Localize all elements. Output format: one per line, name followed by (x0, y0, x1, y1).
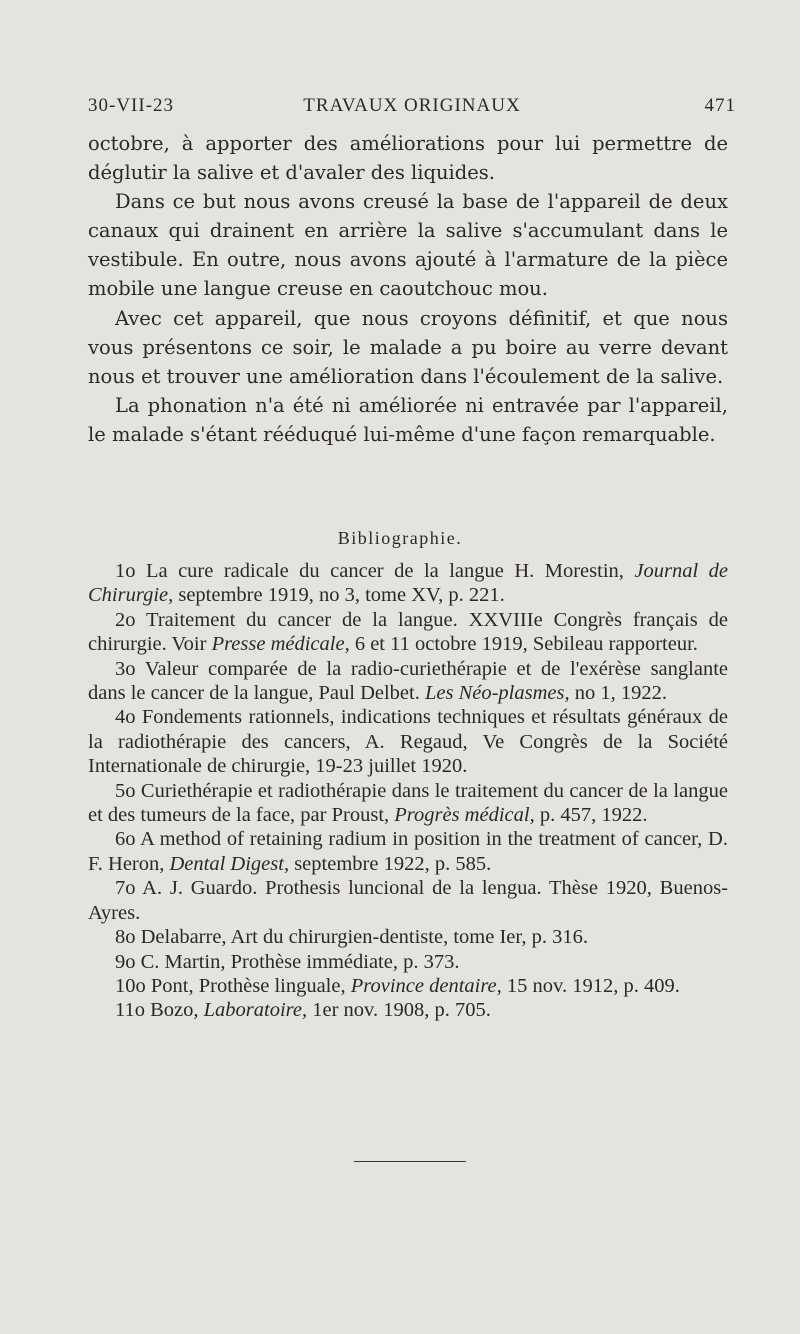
article-body (88, 129, 728, 449)
bibliography-entry: 10o Pont, Prothèse linguale, Province dentaire, 15 nov. 1912, p. 409. (115, 974, 680, 997)
page-number: 471 (704, 95, 736, 116)
header-title: TRAVAUX ORIGINAUX (303, 95, 521, 116)
bibliography-entry: 9o C. Martin, Prothèse immédiate, p. 373. (115, 950, 460, 973)
paragraph: Dans ce but nous avons creusé la base de l'appareil de deux canaux qui drainent en arrière la salive s'accumulant dans le vestibule. En outre, nous avons ajouté à l'armature de la pièce mobile une langue creuse en caoutchouc mou. (88, 190, 728, 301)
bibliography-entry: 4o Fondements rationnels, indications techniques et résultats généraux de la radiothérapie des cancers, A. Regaud, Ve Congrès de la Société Internationale de chirurgie, 19-23 juillet 1920. (88, 706, 728, 778)
bibliography-entry: 2o Traitement du cancer de la langue. XXVIIIe Congrès français de chirurgie. Voir Presse médicale, 6 et 11 octobre 1919, Sebileau rapporteur. (88, 608, 728, 656)
end-rule (354, 1161, 466, 1162)
bibliography-entry: 8o Delabarre, Art du chirurgien-dentiste, tome Ier, p. 316. (115, 926, 589, 949)
bibliography-entry: 1o La cure radicale du cancer de la langue H. Morestin, Journal de Chirurgie, septembre 1919, no 3, tome XV, p. 221. (88, 560, 728, 607)
bibliography-entry: 7o A. J. Guardo. Prothesis luncional de la lengua. Thèse 1920, Buenos-Ayres. (88, 877, 728, 924)
bibliography-entry: 3o Valeur comparée de la radio-curiethérapie et de l'exérèse sanglante dans le cancer de la langue, Paul Delbet. Les Néo-plasmes, no 1, 1922. (88, 657, 728, 705)
bibliography-list (88, 559, 728, 1023)
paragraph: La phonation n'a été ni améliorée ni entravée par l'appareil, le malade s'étant rééduqué lui-même d'une façon remarquable. (88, 393, 728, 446)
running-header (88, 95, 736, 125)
header-date: 30-VII-23 (88, 95, 175, 116)
paragraph: octobre, à apporter des améliorations pour lui permettre de déglutir la salive et d'avaler des liquides. (88, 132, 728, 185)
paragraph: Avec cet appareil, que nous croyons définitif, et que nous vous présentons ce soir, le malade a pu boire au verre devant nous et trouver une amélioration dans l'écoulement de la salive. (88, 306, 728, 388)
bibliography-entry: 6o A method of retaining radium in position in the treatment of cancer, D. F. Heron, Dental Digest, septembre 1922, p. 585. (88, 828, 728, 875)
bibliography-entry: 5o Curiethérapie et radiothérapie dans le traitement du cancer de la langue et des tumeurs de la face, par Proust, Progrès médical, p. 457, 1922. (88, 779, 728, 827)
bibliography-heading: Bibliographie. (337, 528, 463, 548)
bibliography-entry: 11o Bozo, Laboratoire, 1er nov. 1908, p. 705. (115, 999, 491, 1022)
